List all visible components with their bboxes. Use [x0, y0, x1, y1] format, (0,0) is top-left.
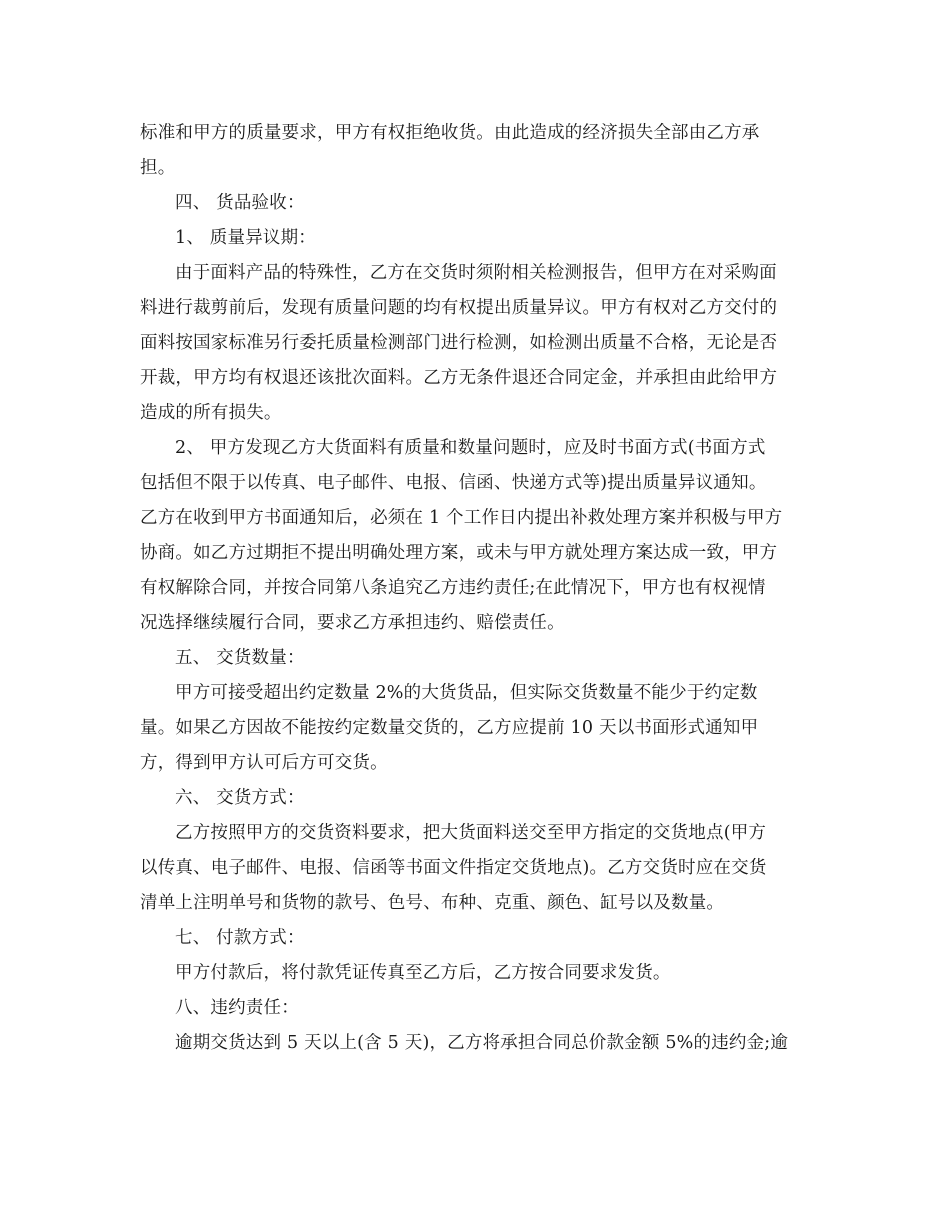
text-line: 由于面料产品的特殊性，乙方在交货时须附相关检测报告，但甲方在对采购面	[175, 263, 777, 283]
text-line: 造成的所有损失。	[140, 403, 282, 423]
text-line: 标准和甲方的质量要求，甲方有权拒绝收货。由此造成的经济损失全部由乙方承	[140, 123, 760, 143]
text-line: 开裁，甲方均有权退还该批次面料。乙方无条件退还合同定金，并承担由此给甲方	[140, 368, 778, 388]
text-line: 担。	[140, 158, 176, 178]
text-line: 逾期交货达到 5 天以上(含 5 天)，乙方将承担合同总价款金额 5%的违约金;逾	[175, 1033, 789, 1053]
text-line: 乙方按照甲方的交货资料要求，把大货面料送交至甲方指定的交货地点(甲方	[175, 823, 767, 843]
text-line: 包括但不限于以传真、电子邮件、电报、信函、快递方式等)提出质量异议通知。	[140, 473, 767, 493]
text-line: 1、 质量异议期：	[175, 228, 316, 248]
text-line: 有权解除合同，并按合同第八条追究乙方违约责任;在此情况下，甲方也有权视情	[140, 578, 766, 598]
text-line: 甲方可接受超出约定数量 2%的大货货品，但实际交货数量不能少于约定数	[175, 683, 758, 703]
text-line: 六、 交货方式：	[175, 788, 305, 808]
text-line: 量。如果乙方因故不能按约定数量交货的，乙方应提前 10 天以书面形式通知甲	[140, 718, 759, 738]
text-line: 八、违约责任：	[175, 998, 299, 1018]
text-line: 甲方付款后，将付款凭证传真至乙方后，乙方按合同要求发货。	[175, 963, 671, 983]
text-line: 四、 货品验收：	[175, 193, 305, 213]
text-line: 五、 交货数量：	[175, 648, 305, 668]
text-line: 2、 甲方发现乙方大货面料有质量和数量问题时，应及时书面方式(书面方式	[175, 438, 766, 458]
text-line: 方，得到甲方认可后方可交货。	[140, 753, 388, 773]
text-line: 清单上注明单号和货物的款号、色号、布种、克重、颜色、缸号以及数量。	[140, 893, 725, 913]
text-line: 以传真、电子邮件、电报、信函等书面文件指定交货地点)。乙方交货时应在交货	[140, 858, 767, 878]
text-line: 七、 付款方式：	[175, 928, 305, 948]
document-body	[140, 116, 820, 1061]
text-line: 况选择继续履行合同，要求乙方承担违约、赔偿责任。	[140, 613, 565, 633]
text-line: 乙方在收到甲方书面通知后，必须在 1 个工作日内提出补救处理方案并积极与甲方	[140, 508, 783, 528]
text-line: 协商。如乙方过期拒不提出明确处理方案，或未与甲方就处理方案达成一致，甲方	[140, 543, 778, 563]
text-line: 料进行裁剪前后，发现有质量问题的均有权提出质量异议。甲方有权对乙方交付的	[140, 298, 778, 318]
text-line: 面料按国家标准另行委托质量检测部门进行检测，如检测出质量不合格，无论是否	[140, 333, 778, 353]
